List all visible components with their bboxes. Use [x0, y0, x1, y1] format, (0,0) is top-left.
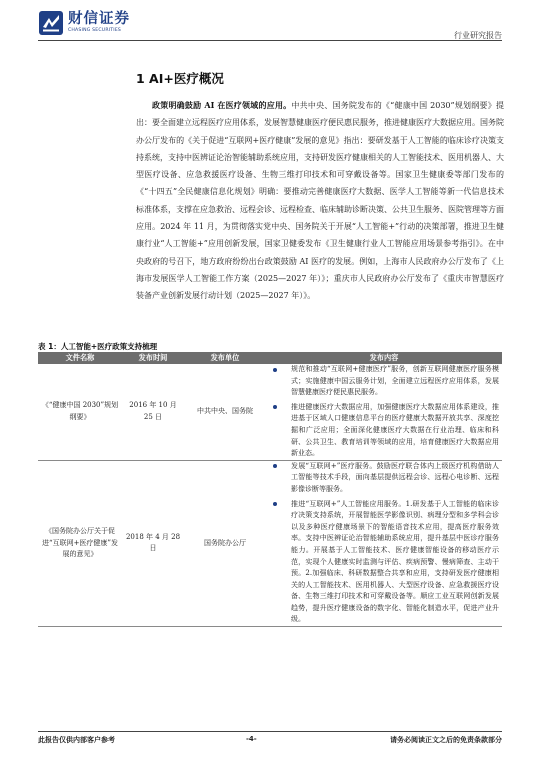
cell-file-name: 《“健康中国 2030”规划纲要》 — [38, 364, 122, 460]
paragraph-text: 中共中央、国务院发布的《“健康中国 2030”规划纲要》提出：要全面建立远程医疗应用体系，发展智慧健康医疗便民惠民服务，推进健康医疗大数据应用。国务院办公厅发布的《关于促进“互联网+医疗健康”发展的意见》指出：要研发基于人工智能的临床诊疗决策支持系统，支持中医辨证论治智能辅助系统应用，支持研发医疗健康相关的人工智能技术、医用机器人、大型医疗设备、应急救援医疗设备、生物三维打印技术和可穿戴设备等。国家卫生健康委等部门发布的《“十四五”全民健康信息化规划》明确：要推动完善健康医疗大数据、医学人工智能等新一代信息技术标准体系，支撑在应急救治、远程会诊、远程检查、临床辅助诊断决策、公共卫生服务、医院管理等方面应用。2024 年 11 月，为贯彻落实党中央、国务院关于开展“人工智能+”行动的决策部署，推进卫生健康行业“人工智能+”应用创新发展，国家卫健委发布《卫生健康行业人工智能应用场景参考指引》。在中央政府的号召下，地方政府纷纷出台政策鼓励 AI 医疗的发展。例如，上海市人民政府办公厅发布了《上海市发展医学人工智能工作方案（2025—2027 年）》；重庆市人民政府办公厅发布了《重庆市智慧医疗装备产业创新发展行动计划（2025—2027 年）》。 — [136, 101, 504, 301]
table-row — [38, 460, 502, 626]
cell-content — [266, 364, 502, 460]
table-caption: 表 1：人工智能+医疗政策支持梳理 — [38, 342, 158, 351]
bullet-text: 发展“互联网+”医疗服务。鼓励医疗联合体内上级医疗机构借助人工智能等技术手段，面向基层提供远程会诊、远程心电诊断、远程影像诊断等服务。 — [291, 461, 499, 493]
company-logo-icon — [38, 10, 64, 36]
column-header-file-name: 文件名称 — [38, 352, 122, 364]
company-name-cn: 财信证券 — [68, 11, 130, 27]
bullet-text: 推进健康医疗大数据应用，加强健康医疗大数据应用体系建设，推进基于区域人口健康信息平台的医疗健康大数据开放共享、深度挖掘和广泛应用；全面深化健康医疗大数据在行业治理、临床和科研、公共卫生、教育培训等领域的应用，培育健康医疗大数据应用新业态。 — [291, 402, 499, 458]
cell-date: 2018 年 4 月 28 日 — [122, 460, 184, 626]
bullet-dot-icon — [273, 405, 277, 409]
body-paragraph — [136, 97, 504, 305]
content-bullet — [269, 402, 499, 460]
company-logo — [38, 10, 130, 36]
page-number: -4- — [246, 735, 257, 743]
column-header-issuer: 发布单位 — [184, 352, 266, 364]
report-type-label: 行业研究报告 — [454, 31, 502, 40]
cell-content — [266, 460, 502, 626]
cell-file-name: 《国务院办公厅关于促进“互联网+医疗健康”发展的意见》 — [38, 460, 122, 626]
policy-table — [38, 352, 502, 627]
content-bullet — [269, 499, 499, 627]
table-header-row — [38, 352, 502, 364]
content-bullet — [269, 364, 499, 399]
bullet-text: 推进“互联网+”人工智能应用服务。1.研发基于人工智能的临床诊疗决策支持系统，开展智能医学影像识别、病理分型和多学科会诊以及多种医疗健康场景下的智能语音技术应用，提高医疗服务效率。支持中医辨证论治智能辅助系统应用，提升基层中医诊疗服务能力。开展基于人工智能技术、医疗健康智能设备的移动医疗示范，实现个人健康实时监测与评估、疾病预警、慢病筛查、主动干预。2.加强临床、科研数据整合共享和应用，支持研发医疗健康相关的人工智能技术、医用机器人、大型医疗设备、应急救援医疗设备、生物三维打印技术和可穿戴设备等。顺应工业互联网创新发展趋势，提升医疗健康设备的数字化、智能化制造水平，促进产业升级。 — [291, 499, 499, 624]
paragraph-lead: 政策明确鼓励 AI 在医疗领域的应用。 — [152, 100, 292, 110]
section-title: 1 AI+医疗概况 — [136, 71, 224, 86]
bullet-dot-icon — [273, 502, 277, 506]
column-header-date: 发布时间 — [122, 352, 184, 364]
content-bullet — [269, 461, 499, 496]
company-name-en: CHASING SECURITIES — [68, 28, 122, 33]
bullet-dot-icon — [273, 464, 277, 468]
cell-issuer: 中共中央、国务院 — [184, 364, 266, 460]
header-divider — [38, 40, 502, 41]
bullet-dot-icon — [273, 368, 277, 372]
cell-issuer: 国务院办公厅 — [184, 460, 266, 626]
footer-disclaimer-right: 请务必阅读正文之后的免责条款部分 — [390, 736, 502, 744]
cell-date: 2016 年 10 月 25 日 — [122, 364, 184, 460]
footer-disclaimer-left: 此报告仅供内部客户参考 — [38, 736, 115, 744]
footer-divider — [38, 731, 502, 732]
bullet-text: 规范和推动“互联网+健康医疗”服务，创新互联网健康医疗服务模式；实施健康中国云服务计划，全面建立远程医疗应用体系，发展智慧健康医疗便民惠民服务。 — [291, 365, 499, 397]
column-header-content: 发布内容 — [266, 352, 502, 364]
page-header — [38, 10, 502, 48]
table-row — [38, 364, 502, 460]
